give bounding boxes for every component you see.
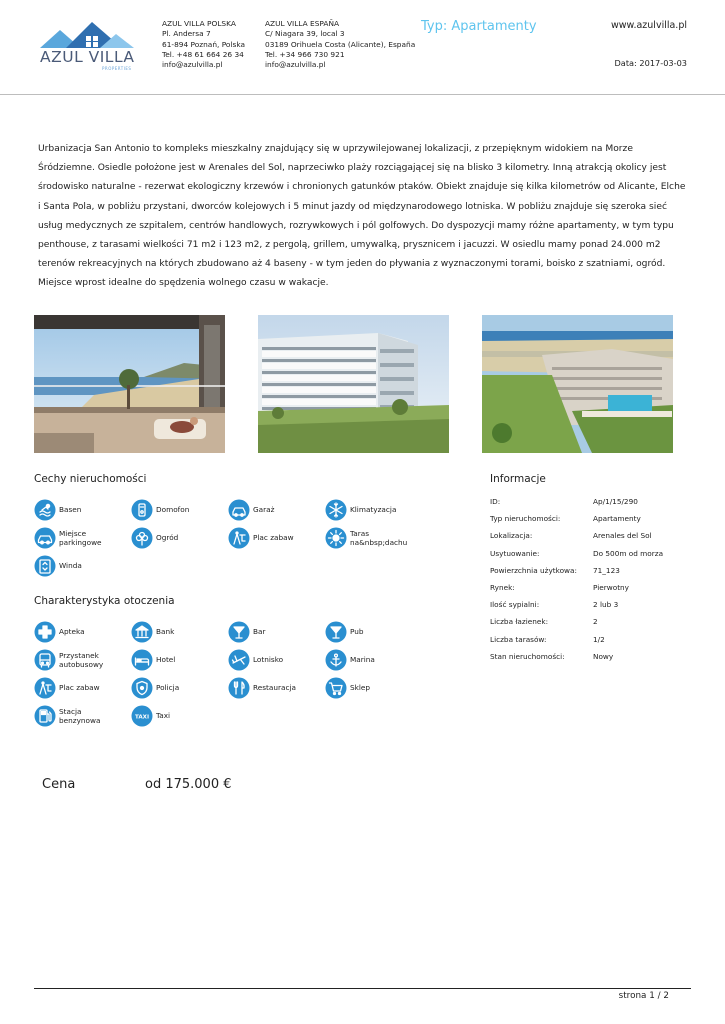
feature-label: Domofon	[156, 505, 190, 515]
office-email[interactable]: info@azulvilla.pl	[162, 60, 223, 70]
property-description: Urbanizacja San Antonio to kompleks mieszkalny znajdujący się w uprzywilejowanej lokalizacji, z przepięknym widokiem na Morze Śródziemne. Osiedle położone jest w Arenales del Sol, naprzeciwko plaży rozciągającej się na blisko 3 kilometry. Inną atrakcją okolicy jest środowisko naturalne - rezerwat ekologiczny krzewów i chronionych gatunków ptaków. Obiekt znajduje się kilka kilometrów od Alicante, Elche i Santa Pola, w pobliżu przystani, dworców kolejowych i 5 minut jazdy od międzynarodowego lotniska. W pobliżu znajduje się szeroka sieć usług medycznych ze szpitalem, centrów handlowych, rozrywkowych i pól golfowych. Do dyspozycji mamy różne apartamenty, w tym typu penthouse, z tarasami wielkości 71 m2 i 123 m2, z pergolą, grillem, umywalką, prysznicem i jacuzzi. W osiedlu mamy ponad 24.000 m2 terenów rekreacyjnych na których zbudowano aż 4 baseny - w tym jeden do pływania z wyznaczonymi torami, boisko z szatniami, ogród. Miejsce wprost idealne do spędzenia wolnego czasu w wakacje.	[38, 144, 686, 289]
feature-item	[228, 527, 320, 551]
bus-icon	[34, 649, 56, 671]
feature-item	[325, 527, 417, 551]
playground-icon	[228, 527, 250, 549]
info-value: 2	[593, 617, 598, 627]
info-value: 1/2	[593, 634, 605, 644]
feature-item	[34, 705, 126, 729]
info-key: Ilość sypialni:	[490, 600, 540, 610]
info-value: Pierwotny	[593, 583, 629, 592]
info-row	[490, 583, 695, 600]
info-row	[490, 635, 695, 652]
office-poland	[162, 19, 245, 70]
feature-item	[131, 677, 223, 701]
feature-label: Taras na&nbsp;dachu	[350, 528, 408, 547]
office-phone: Tel. +48 61 664 26 34	[162, 49, 244, 59]
office-email[interactable]: info@azulvilla.pl	[265, 60, 326, 70]
info-key: Rynek:	[490, 583, 515, 592]
office-city: 03189 Orihuela Costa (Alicante), España	[265, 39, 416, 49]
feature-label: Policja	[156, 683, 180, 693]
info-key: Typ nieruchomości:	[490, 514, 561, 524]
playground-icon	[34, 677, 56, 699]
feature-item	[131, 705, 223, 729]
info-key: Powierzchnia użytkowa:	[490, 565, 577, 575]
feature-label: Stacja benzynowa	[59, 706, 101, 725]
info-row	[490, 652, 695, 669]
taxi-icon	[131, 705, 153, 727]
snowflake-icon	[325, 499, 347, 521]
info-key: Liczba łazienek:	[490, 617, 549, 627]
feature-label: Sklep	[350, 683, 371, 693]
feature-label: Apteka	[59, 627, 85, 637]
feature-item	[228, 499, 320, 523]
document-date: Data: 2017-03-03	[614, 58, 687, 68]
info-value: Apartamenty	[593, 514, 641, 524]
office-phone: Tel. +34 966 730 921	[265, 49, 345, 59]
feature-item	[228, 677, 320, 701]
info-row	[490, 566, 695, 583]
intercom-icon	[131, 499, 153, 521]
website-link[interactable]: www.azulvilla.pl	[611, 20, 687, 31]
cart-icon	[325, 677, 347, 699]
feature-label: Pub	[350, 627, 364, 637]
feature-label: Garaż	[253, 505, 275, 515]
info-row	[490, 600, 695, 617]
feature-label: Winda	[59, 561, 82, 571]
garage-icon	[228, 499, 250, 521]
info-value: Ap/1/15/290	[593, 497, 638, 506]
garden-icon	[131, 527, 153, 549]
feature-item	[34, 677, 126, 701]
sun-icon	[325, 527, 347, 549]
info-row	[490, 514, 695, 531]
info-key: Liczba tarasów:	[490, 634, 547, 644]
cocktail-icon	[228, 621, 250, 643]
office-street: Pl. Andersa 7	[162, 29, 211, 39]
office-street: C/ Niagara 39, local 3	[265, 29, 345, 39]
info-row	[490, 497, 695, 514]
surroundings-section-title: Charakterystyka otoczenia	[34, 595, 175, 607]
property-type-title: Typ: Apartamenty	[421, 19, 537, 34]
info-section-title: Informacje	[490, 473, 546, 485]
feature-item	[131, 527, 223, 551]
pharmacy-icon	[34, 621, 56, 643]
info-value: Arenales del Sol	[593, 531, 652, 541]
feature-item	[34, 649, 126, 673]
feature-label: Bar	[253, 627, 266, 637]
feature-item	[228, 621, 320, 645]
feature-label: Przystanek autobusowy	[59, 650, 104, 669]
fuel-icon	[34, 705, 56, 727]
feature-item	[325, 649, 417, 673]
info-row	[490, 617, 695, 634]
photo-terrace-sea-view[interactable]	[34, 315, 225, 453]
features-section-title: Cechy nieruchomości	[34, 473, 147, 485]
page-number: strona 1 / 2	[618, 991, 669, 1001]
feature-label: Klimatyzacja	[350, 505, 397, 515]
info-value: Nowy	[593, 651, 614, 661]
info-row	[490, 531, 695, 548]
info-value: 71_123	[593, 565, 620, 575]
price-label: Cena	[42, 777, 76, 792]
car-icon	[34, 527, 56, 549]
logo-text: AZUL VILLA	[40, 48, 135, 66]
police-shield-icon	[131, 677, 153, 699]
feature-label: Plac zabaw	[59, 683, 100, 693]
info-key: Lokalizacja:	[490, 531, 533, 541]
office-name: AZUL VILLA ESPAÑA	[265, 19, 340, 28]
price-value: od 175.000 €	[145, 777, 232, 792]
logo-subtitle: PROPERTIES	[102, 66, 132, 71]
company-logo[interactable]	[38, 18, 138, 70]
info-value: 2 lub 3	[593, 600, 619, 610]
feature-item	[34, 527, 126, 551]
feature-label: Marina	[350, 655, 375, 665]
office-name: AZUL VILLA POLSKA	[162, 19, 236, 28]
feature-label: Restauracja	[253, 683, 296, 693]
footer-divider	[34, 988, 691, 989]
info-key: Usytuowanie:	[490, 548, 540, 558]
feature-label: Taxi	[156, 711, 171, 721]
cutlery-icon	[228, 677, 250, 699]
anchor-icon	[325, 649, 347, 671]
feature-item	[131, 649, 223, 673]
svg-text:TAXI: TAXI	[134, 714, 150, 721]
feature-item	[34, 621, 126, 645]
photo-building-exterior[interactable]	[258, 315, 449, 453]
info-row	[490, 549, 695, 566]
house-roof-icon	[38, 18, 138, 52]
pool-icon	[34, 499, 56, 521]
feature-label: Hotel	[156, 655, 176, 665]
cocktail-icon	[325, 621, 347, 643]
elevator-icon	[34, 555, 56, 577]
office-spain	[265, 19, 415, 70]
feature-label: Ogród	[156, 533, 179, 543]
info-key: Stan nieruchomości:	[490, 651, 565, 661]
feature-item	[131, 499, 223, 523]
photo-complex-pool-aerial[interactable]	[482, 315, 673, 453]
info-key: ID:	[490, 497, 501, 506]
feature-label: Miejsce parkingowe	[59, 528, 102, 547]
feature-label: Bank	[156, 627, 175, 637]
feature-label: Basen	[59, 505, 82, 515]
feature-item	[131, 621, 223, 645]
header-divider	[0, 94, 725, 95]
feature-item	[228, 649, 320, 673]
feature-item	[325, 499, 417, 523]
feature-label: Plac zabaw	[253, 533, 294, 543]
airplane-icon	[228, 649, 250, 671]
bank-icon	[131, 621, 153, 643]
feature-item	[325, 621, 417, 645]
feature-item	[34, 499, 126, 523]
feature-item	[34, 555, 126, 579]
office-city: 61-894 Poznań, Polska	[162, 39, 246, 49]
info-value: Do 500m od morza	[593, 548, 664, 558]
hotel-bed-icon	[131, 649, 153, 671]
feature-item	[325, 677, 417, 701]
feature-label: Lotnisko	[253, 655, 284, 665]
